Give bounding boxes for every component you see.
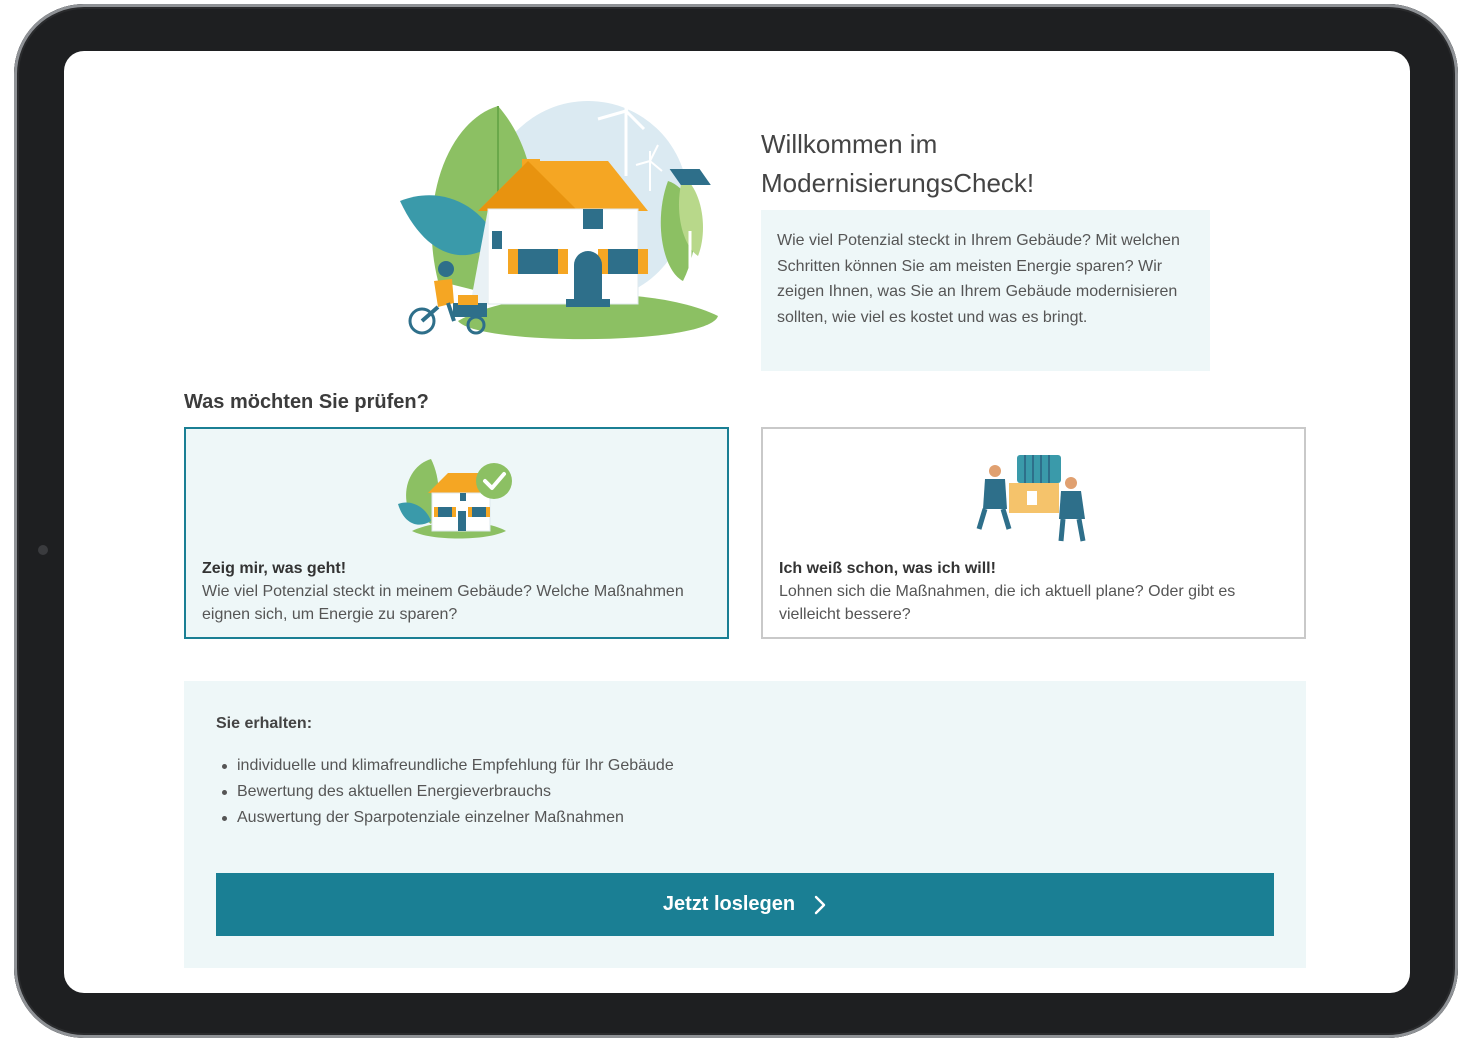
house-check-icon <box>186 449 731 549</box>
question-heading: Was möchten Sie prüfen? <box>184 391 429 413</box>
option-planned-text <box>779 557 1288 626</box>
benefits-list <box>216 753 674 831</box>
page-title-line1: Willkommen im <box>761 129 938 159</box>
option-explore-description: Wie viel Potenzial steckt in meinem Gebäude? Welche Maßnahmen eignen sich, um Energie zu sparen? <box>202 583 684 623</box>
intro-text-box <box>761 210 1210 371</box>
intro-text: Wie viel Potenzial steckt in Ihrem Gebäude? Mit welchen Schritten können Sie am meisten Energie sparen? Wir zeigen Ihnen, was Sie an Ihrem Gebäude modernisieren sollten, wie viel es kostet und was es bringt. <box>777 232 1180 326</box>
app-screen <box>64 51 1410 993</box>
option-planned-title: Ich weiß schon, was ich will! <box>779 560 996 577</box>
start-button-label: Jetzt loslegen <box>662 893 796 915</box>
option-planned-description: Lohnen sich die Maßnahmen, die ich aktuell plane? Oder gibt es vielleicht bessere? <box>779 583 1236 623</box>
option-card-explore[interactable] <box>184 427 729 639</box>
option-card-planned[interactable] <box>761 427 1306 639</box>
page-title <box>761 125 1181 203</box>
camera-dot <box>38 545 48 555</box>
benefit-item: Bewertung des aktuellen Energieverbrauchs <box>216 779 674 805</box>
benefits-title: Sie erhalten: <box>216 715 313 732</box>
benefit-item: Auswertung der Sparpotenziale einzelner Maßnahmen <box>216 805 674 831</box>
option-explore-title: Zeig mir, was geht! <box>202 560 347 577</box>
workers-radiator-icon <box>763 449 1308 549</box>
start-button[interactable] <box>216 873 1274 936</box>
option-explore-text <box>202 557 711 626</box>
page-title-line2: ModernisierungsCheck! <box>761 168 1035 198</box>
benefit-item: individuelle und klimafreundliche Empfehlung für Ihr Gebäude <box>216 753 674 779</box>
hero-house-illustration <box>398 81 728 341</box>
benefits-panel <box>184 681 1306 968</box>
chevron-right-icon <box>813 895 827 915</box>
